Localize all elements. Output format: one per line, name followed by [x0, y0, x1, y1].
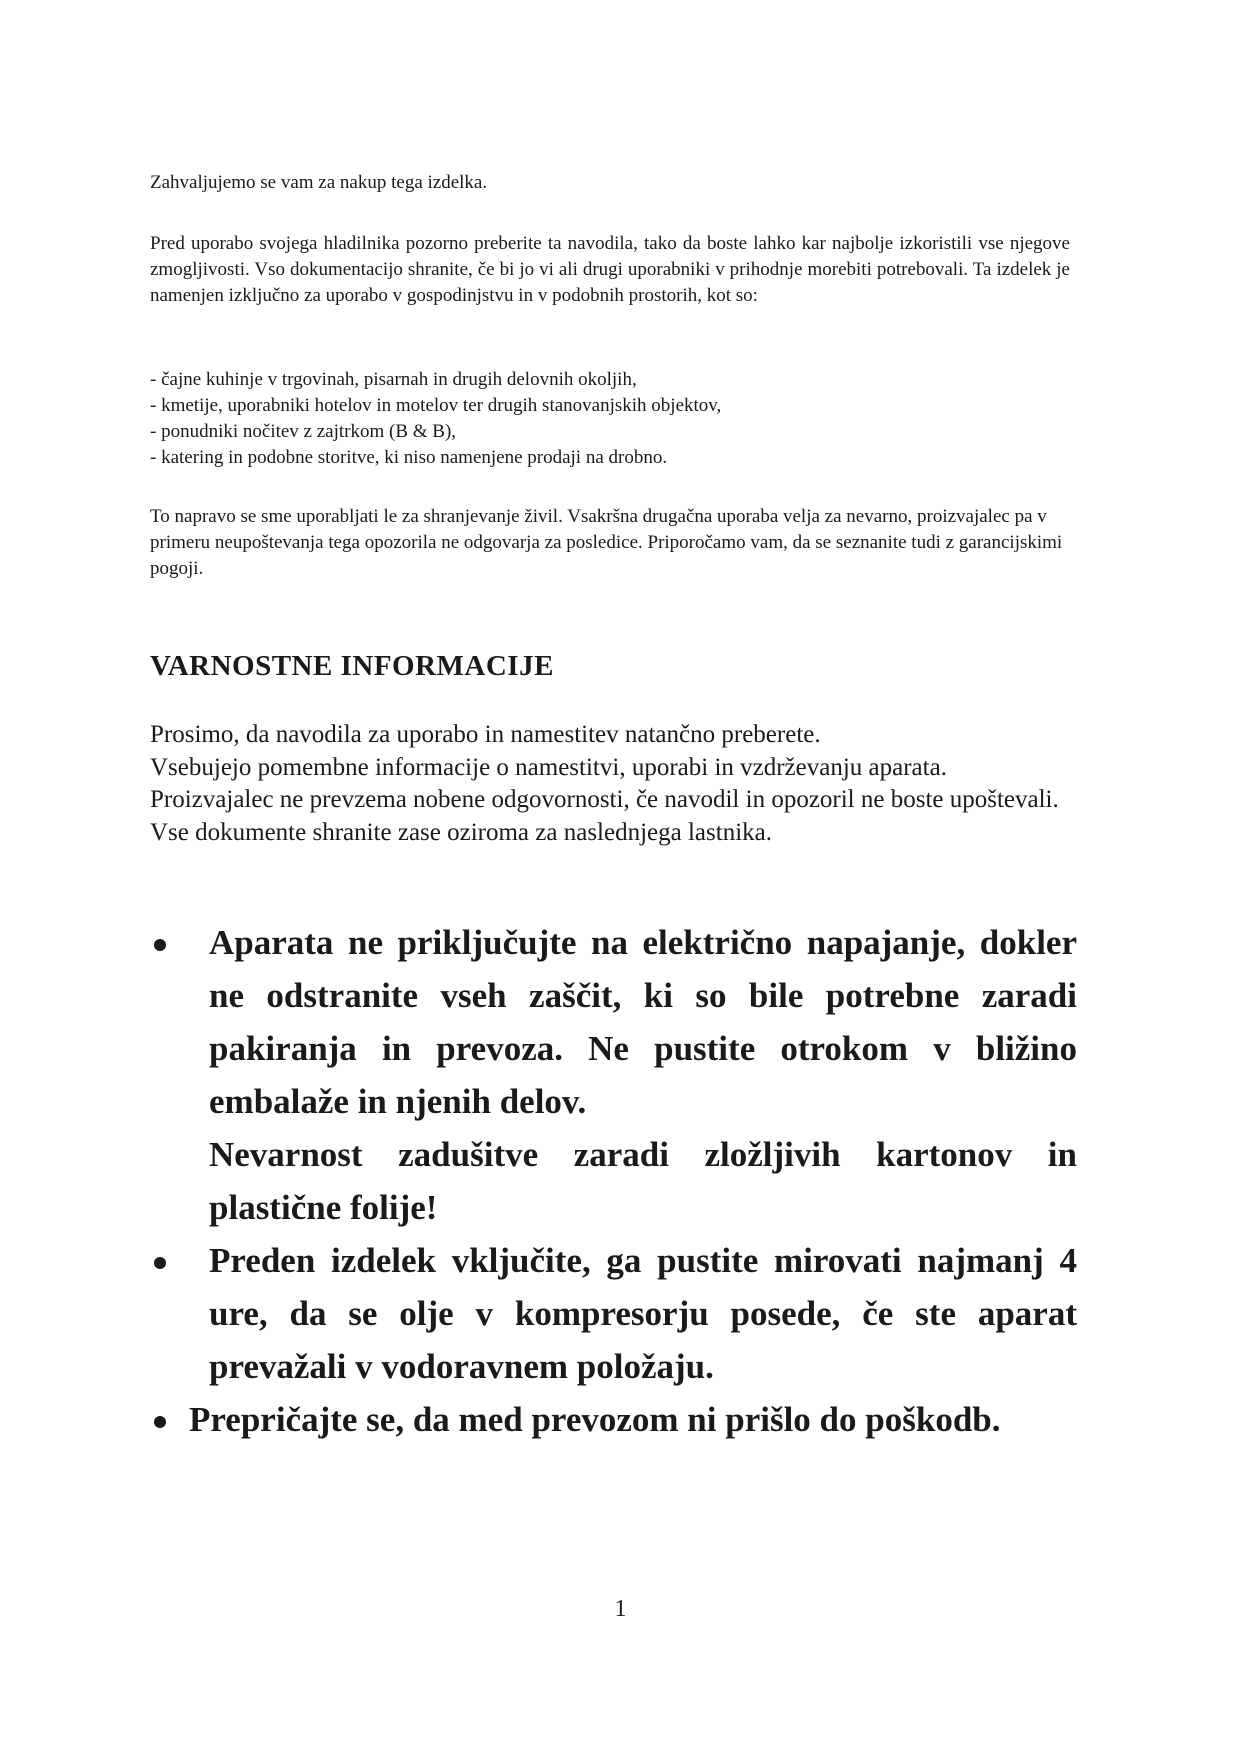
usage-note-text: To napravo se sme uporabljati le za shranjevanje živil. Vsakršna drugačna uporaba velja za nevarno, proizvajalec pa v primeru neupoštevanja tega opozorila ne odgovarja za posledice. Priporočamo vam, da se seznanite tudi z garancijskimi pogoji.	[150, 506, 1063, 579]
bullet-dot-icon	[154, 939, 166, 951]
usage-note	[150, 504, 1070, 582]
intro-thanks	[150, 170, 1070, 196]
usage-list-item: - ponudniki nočitev z zajtrkom (B & B),	[150, 421, 457, 442]
safety-bullet	[150, 1393, 1077, 1446]
safety-heading: VARNOSTNE INFORMACIJE	[150, 650, 554, 682]
safety-intro-line: Proizvajalec ne prevzema nobene odgovornosti, če navodil in opozoril ne boste upoštevali.	[150, 786, 1059, 813]
thanks-text: Zahvaljujemo se vam za nakup tega izdelka.	[150, 172, 488, 193]
safety-bullet-text: Prepričajte se, da med prevozom ni prišlo do poškodb.	[189, 1400, 1001, 1439]
safety-bullet-text: Aparata ne priključujte na električno napajanje, dokler ne odstranite vseh zaščit, ki so bile potrebne zaradi pakiranja in prevoza. Ne pustite otrokom v bližino embalaže in njenih delov.	[209, 923, 1077, 1121]
safety-intro-line: Vsebujejo pomembne informacije o namestitvi, uporabi in vzdrževanju aparata.	[150, 753, 947, 781]
safety-bullet	[150, 1234, 1077, 1393]
usage-list-item: - kmetije, uporabniki hotelov in motelov ter drugih stanovanjskih objektov,	[150, 395, 722, 416]
usage-list	[150, 367, 1070, 471]
bullet-dot-icon	[154, 1416, 166, 1428]
safety-bullet-list	[150, 916, 1080, 1446]
intro-paragraph-text: Pred uporabo svojega hladilnika pozorno preberite ta navodila, tako da boste lahko kar najbolje izkoristili vse njegove zmogljivosti. Vso dokumentacijo shranite, če bi jo vi ali drugi uporabniki v prihodnje morebiti potrebovali. Ta izdelek je namenjen izključno za uporabo v gospodinjstvu in v podobnih prostorih, kot so:	[150, 233, 1070, 306]
page-number: 1	[614, 1596, 627, 1622]
intro-paragraph	[150, 231, 1070, 309]
safety-intro	[150, 719, 1070, 849]
safety-bullet-warning: Nevarnost zadušitve zaradi zložljivih kartonov in plastične folije!	[209, 1135, 1077, 1227]
safety-intro-line: Prosimo, da navodila za uporabo in namestitev natančno preberete.	[150, 721, 821, 748]
bullet-dot-icon	[154, 1257, 166, 1269]
usage-list-item: - katering in podobne storitve, ki niso namenjene prodaji na drobno.	[150, 447, 668, 468]
safety-bullet	[150, 916, 1077, 1234]
safety-bullet-text: Preden izdelek vključite, ga pustite mirovati najmanj 4 ure, da se olje v kompresorju posede, če ste aparat prevažali v vodoravnem položaju.	[209, 1241, 1077, 1386]
usage-list-item: - čajne kuhinje v trgovinah, pisarnah in drugih delovnih okoljih,	[150, 369, 637, 390]
safety-intro-line: Vse dokumente shranite zase oziroma za naslednjega lastnika.	[150, 818, 772, 846]
